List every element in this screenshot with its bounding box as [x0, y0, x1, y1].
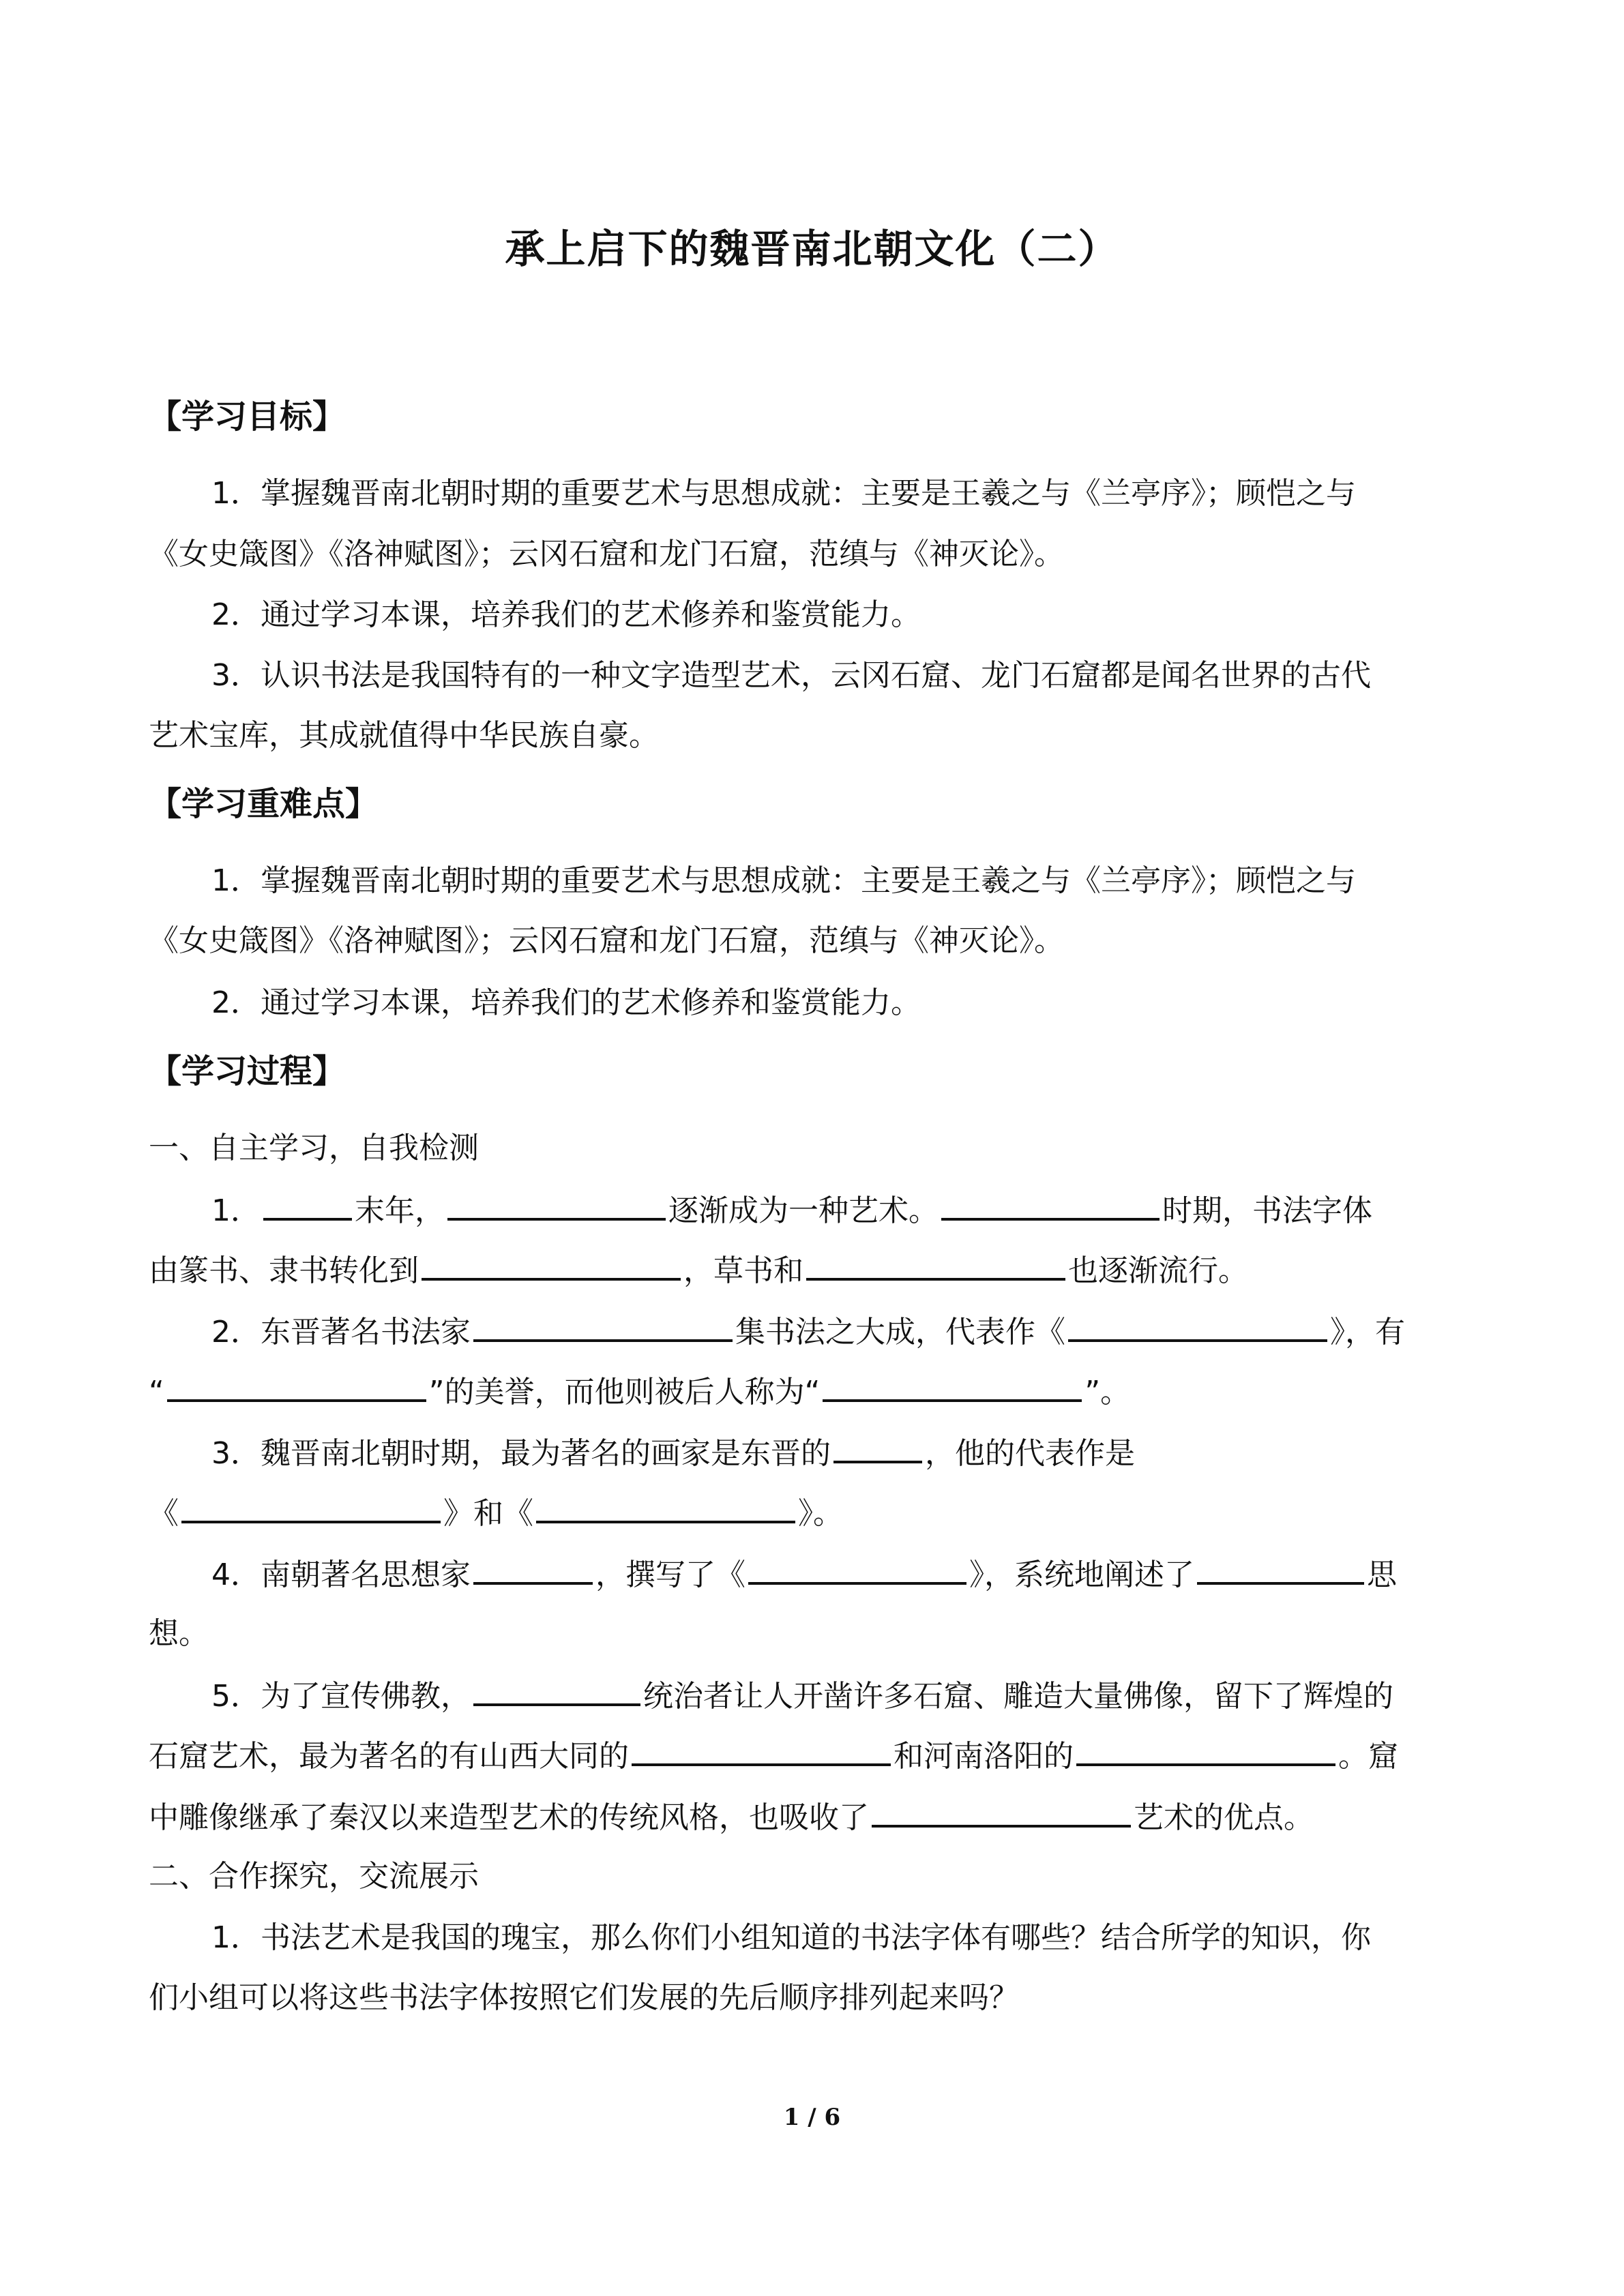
answer-blank[interactable] — [473, 1675, 640, 1706]
question-5-line-3: 中雕像继承了秦汉以来造型艺术的传统风格，也吸收了 艺术的优点。 — [149, 1796, 1314, 1838]
part-2-heading: 二、合作探究，交流展示 — [149, 1859, 479, 1894]
question-2-line-2: “ ”的美誉，而他则被后人称为“ ”。 — [149, 1371, 1130, 1413]
answer-blank[interactable] — [1068, 1311, 1327, 1342]
answer-blank[interactable] — [181, 1492, 441, 1523]
keypoint-1-line-2: 《女史箴图》《洛神赋图》；云冈石窟和龙门石窟，范缜与《神灭论》。 — [149, 923, 1064, 958]
question-1-line-2: 由篆书、隶书转化到 ，草书和 也逐渐流行。 — [149, 1249, 1248, 1292]
answer-blank[interactable] — [263, 1189, 352, 1221]
answer-blank[interactable] — [422, 1249, 681, 1281]
section-heading-process: 【学习过程】 — [149, 1052, 346, 1090]
answer-blank[interactable] — [806, 1249, 1065, 1281]
part-1-heading: 一、自主学习，自我检测 — [149, 1131, 479, 1165]
answer-blank[interactable] — [833, 1432, 922, 1463]
goal-1-line-1: 1．掌握魏晋南北朝时期的重要艺术与思想成就：主要是王羲之与《兰亭序》；顾恺之与 — [211, 476, 1356, 511]
answer-blank[interactable] — [473, 1311, 733, 1342]
answer-blank[interactable] — [823, 1371, 1082, 1402]
answer-blank[interactable] — [632, 1735, 891, 1766]
question-4-line-2: 想。 — [149, 1616, 209, 1651]
answer-blank[interactable] — [872, 1796, 1131, 1828]
goal-3-line-1: 3．认识书法是我国特有的一种文字造型艺术，云冈石窟、龙门石窟都是闻名世界的古代 — [211, 658, 1371, 693]
goal-1-line-2: 《女史箴图》《洛神赋图》；云冈石窟和龙门石窟，范缜与《神灭论》。 — [149, 537, 1064, 571]
answer-blank[interactable] — [1197, 1553, 1364, 1585]
answer-blank[interactable] — [1076, 1735, 1335, 1766]
answer-blank[interactable] — [167, 1371, 426, 1402]
answer-blank[interactable] — [748, 1553, 966, 1585]
answer-blank[interactable] — [536, 1492, 795, 1523]
answer-blank[interactable] — [941, 1189, 1160, 1221]
section-heading-goals: 【学习目标】 — [149, 398, 346, 436]
part-2-question-1-line-1: 1．书法艺术是我国的瑰宝，那么你们小组知道的书法字体有哪些？结合所学的知识，你 — [211, 1920, 1371, 1955]
question-5-line-1: 5．为了宣传佛教， 统治者让人开凿许多石窟、雕造大量佛像，留下了辉煌的 — [211, 1675, 1393, 1717]
keypoint-1-line-1: 1．掌握魏晋南北朝时期的重要艺术与思想成就：主要是王羲之与《兰亭序》；顾恺之与 — [211, 863, 1356, 898]
question-1-line-1: 1． 末年， 逐渐成为一种艺术。 时期，书法字体 — [211, 1189, 1372, 1232]
answer-blank[interactable] — [447, 1189, 666, 1221]
question-4-line-1: 4．南朝著名思想家 ，撰写了《 》，系统地阐述了 思 — [211, 1553, 1397, 1596]
goal-3-line-2: 艺术宝库，其成就值得中华民族自豪。 — [149, 718, 659, 753]
section-heading-keypoints: 【学习重难点】 — [149, 785, 379, 823]
question-2-line-1: 2．东晋著名书法家 集书法之大成，代表作《 》，有 — [211, 1311, 1405, 1353]
question-5-line-2: 石窟艺术，最为著名的有山西大同的 和河南洛阳的 。窟 — [149, 1735, 1398, 1777]
question-3-line-2: 《 》和《 》。 — [149, 1492, 843, 1534]
page-number: 1 / 6 — [783, 2104, 841, 2131]
keypoint-2: 2．通过学习本课，培养我们的艺术修养和鉴赏能力。 — [211, 985, 921, 1020]
part-2-question-1-line-2: 们小组可以将这些书法字体按照它们发展的先后顺序排列起来吗？ — [149, 1980, 1019, 2015]
goal-2: 2．通过学习本课，培养我们的艺术修养和鉴赏能力。 — [211, 597, 921, 632]
page-title: 承上启下的魏晋南北朝文化（二） — [505, 226, 1119, 272]
answer-blank[interactable] — [473, 1553, 593, 1585]
question-3-line-1: 3．魏晋南北朝时期，最为著名的画家是东晋的 ，他的代表作是 — [211, 1432, 1135, 1474]
